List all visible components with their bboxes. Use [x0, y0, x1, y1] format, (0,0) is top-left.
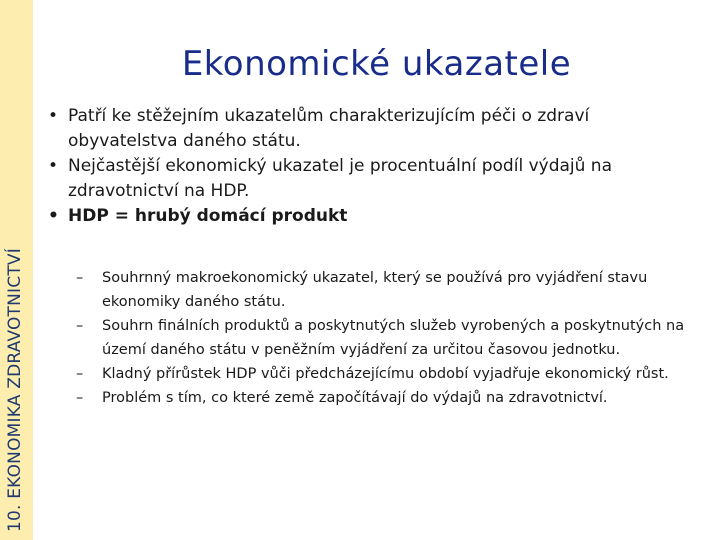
sub-bullet-item: – Souhrnný makroekonomický ukazatel, který se používá pro vyjádření stavu ekonomiky daného státu. [76, 266, 688, 314]
bullet-item: • Patří ke stěžejním ukazatelům charakterizujícím péči o zdraví obyvatelstva daného státu. [46, 104, 700, 154]
sub-bullet-list [76, 266, 688, 410]
sub-bullet-item: – Problém s tím, co které země započítávají do výdajů na zdravotnictví. [76, 386, 688, 410]
bullet-list [46, 104, 700, 229]
sub-bullet-item: – Kladný přírůstek HDP vůči předcházejícímu období vyjadřuje ekonomický růst. [76, 362, 688, 386]
bullet-item-hdp: • HDP = hrubý domácí produkt [46, 204, 700, 229]
bullet-item: • Nejčastější ekonomický ukazatel je procentuální podíl výdajů na zdravotnictví na HDP. [46, 154, 700, 204]
sub-bullet-item: – Souhrn finálních produktů a poskytnutých služeb vyrobených a poskytnutých na území daného státu v peněžním vyjádření za určitou časovou jednotku. [76, 314, 688, 362]
sidebar-section-label: 10. EKONOMIKA ZDRAVOTNICTVÍ [5, 248, 25, 532]
slide-title: Ekonomické ukazatele [181, 44, 572, 84]
